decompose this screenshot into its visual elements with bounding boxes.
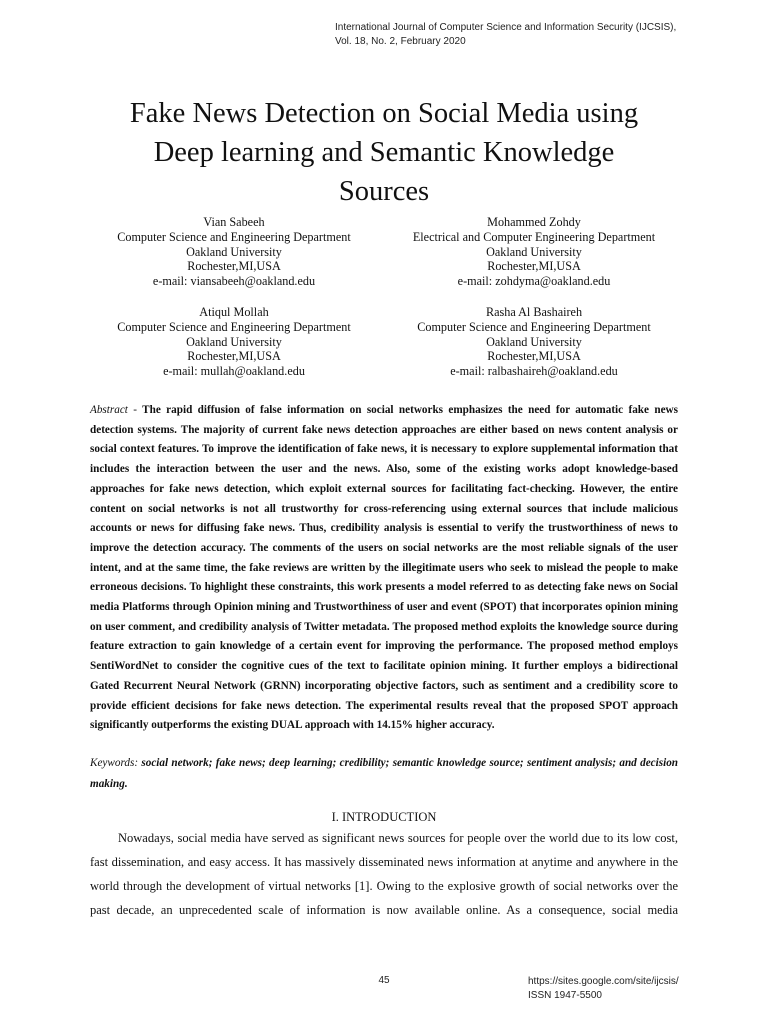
author-location: Rochester,MI,USA <box>187 259 281 274</box>
author-university: Oakland University <box>186 244 282 259</box>
author-university: Oakland University <box>186 334 282 349</box>
author-email: e-mail: mullah@oakland.edu <box>163 364 305 379</box>
author-block-4 <box>384 305 684 379</box>
author-department: Electrical and Computer Engineering Department <box>412 229 656 244</box>
author-name: Atiqul Mollah <box>199 305 269 319</box>
journal-header-line-1: International Journal of Computer Science and Information Security (IJCSIS), <box>335 22 677 33</box>
title-line-3: Sources <box>338 176 430 207</box>
author-block-1 <box>84 215 384 289</box>
intro-line: Nowadays, social media have served as significant news sources for people over the world due to its low cost, <box>118 831 678 845</box>
abstract-text: The rapid diffusion of false information on social networks emphasizes the need for automatic fake news detection systems. The majority of current fake news detection approaches are either based on news content analysis or social context features. To improve the identification of fake news, it is necessary to explore supplemental information that includes the interaction between the user and the news. Also, some of the existing works adopt knowledge-based approaches for fake news detection, which exploit external sources for facilitating fact-checking. However, the entire content on social networks is not all trustworthy for cross-referencing using external sources that include malicious accounts or news for diffusing fake news. Thus, credibility analysis is essential to verify the trustworthiness of news to improve the detection accuracy. The comments of the users on social networks are the most reliable signals of the user intent, and at the same time, the fake reviews are written by the illegitimate users who seek to mislead the people to make erroneous decisions. To highlight these constraints, this work presents a model referred to as detecting fake news on Social media Platforms through Opinion mining and Trustworthiness of user and event (SPOT) that incorporates opinion mining on user comment, and credibility analysis of Twitter metadata. The proposed method exploits the knowledge source during feature extraction to gain knowledge of a certain event for improving the performance. The proposed method employs SentiWordNet to consider the cognitive cues of the text to facilitate opinion mining. It further employs a bidirectional Gated Recurrent Neural Network (GRNN) incorporating objective factors, such as sentiment and a credibility score to provide efficient decisions for fake news detection. The experimental results reveal that the proposed SPOT approach significantly outperforms the existing DUAL approach with 14.15% higher accuracy. <box>90 404 678 732</box>
abstract <box>90 401 678 736</box>
page-number: 45 <box>378 975 390 986</box>
section-heading: I. INTRODUCTION <box>331 810 437 824</box>
title-line-1: Fake News Detection on Social Media using <box>129 98 639 129</box>
author-location: Rochester,MI,USA <box>187 349 281 364</box>
author-name: Mohammed Zohdy <box>487 215 581 229</box>
author-email: e-mail: viansabeeh@oakland.edu <box>152 274 316 289</box>
author-name: Rasha Al Bashaireh <box>485 305 583 319</box>
author-department: Computer Science and Engineering Department <box>417 319 651 334</box>
author-university: Oakland University <box>486 244 582 259</box>
author-university: Oakland University <box>486 334 582 349</box>
page-footer <box>528 975 748 1003</box>
keywords-text: social network; fake news; deep learning; credibility; semantic knowledge source; sentiment analysis; and decision making. <box>90 757 679 790</box>
author-department: Computer Science and Engineering Department <box>117 229 351 244</box>
author-block-3 <box>84 305 384 379</box>
title-line-2: Deep learning and Semantic Knowledge <box>153 137 615 168</box>
intro-paragraph <box>90 826 678 922</box>
author-location: Rochester,MI,USA <box>487 349 581 364</box>
author-location: Rochester,MI,USA <box>487 259 581 274</box>
journal-header <box>335 21 715 49</box>
footer-issn: ISSN 1947-5500 <box>528 990 602 1001</box>
intro-line: fast dissemination, and easy access. It has massively disseminated news information at anytime and anywhere in the <box>90 855 678 869</box>
author-email: e-mail: ralbashaireh@oakland.edu <box>450 364 618 379</box>
footer-url[interactable]: https://sites.google.com/site/ijcsis/ <box>528 976 679 987</box>
abstract-label: Abstract - <box>90 404 137 416</box>
keywords <box>90 753 678 795</box>
intro-line: past decade, an unprecedented scale of information is now available online. As a consequence, social media <box>90 903 678 917</box>
author-block-2 <box>384 215 684 289</box>
intro-line: world through the development of virtual networks [1]. Owing to the explosive growth of social networks over the <box>90 879 678 893</box>
keywords-label: Keywords: <box>90 757 139 769</box>
paper-title <box>60 94 708 211</box>
author-department: Computer Science and Engineering Department <box>117 319 351 334</box>
journal-header-line-2: Vol. 18, No. 2, February 2020 <box>335 36 466 47</box>
author-name: Vian Sabeeh <box>203 215 265 229</box>
author-email: e-mail: zohdyma@oakland.edu <box>457 274 611 289</box>
